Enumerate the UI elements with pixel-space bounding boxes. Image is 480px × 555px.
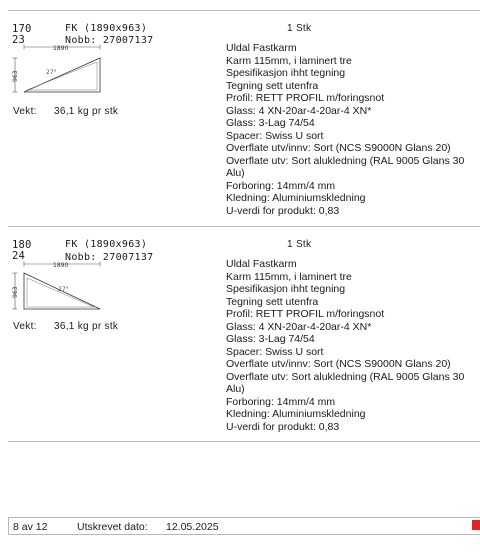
page-number: 8 av 12 [13, 521, 48, 533]
spec-line: Spacer: Swiss U sort [226, 345, 324, 358]
spec-line: Tegning sett utenfra [226, 295, 319, 308]
spec-line: Spesifikasjon ihht tegning [226, 67, 346, 79]
spec-line: Profil: RETT PROFIL m/foringsnot [226, 308, 385, 320]
position-sub-number: 23 [12, 34, 26, 46]
product-type: FK (1890x963) [65, 23, 148, 34]
weight-value: 36,1 kg pr stk [54, 321, 119, 332]
quantity: 1 Stk [287, 23, 312, 34]
spec-line: Overflate utv/innv: Sort (NCS S9000N Glans 20) [226, 358, 451, 370]
spec-line: U-verdi for produkt: 0,83 [226, 204, 340, 217]
nobb-number: Nobb: 27007137 [65, 35, 154, 46]
spec-line: Spacer: Swiss U sort [226, 129, 324, 142]
top-divider [8, 10, 480, 11]
spec-list [226, 42, 476, 217]
spec-line: Kledning: Aluminiumskledning [226, 408, 366, 420]
spec-line: Glass: 4 XN-20ar-4-20ar-4 XN* [226, 320, 372, 333]
weight-label: Vekt: [13, 106, 37, 117]
spec-line: Overflate utv/innv: Sort (NCS S9000N Glans 20) [226, 142, 451, 154]
spec-line: Spesifikasjon ihht tegning [226, 283, 346, 295]
position-number: 170 [12, 23, 32, 35]
spec-line: Overflate utv: Sort alukledning (RAL 9005 Glans 30 Alu) [226, 370, 465, 395]
product-type: FK (1890x963) [65, 239, 148, 250]
page-footer [8, 517, 480, 535]
nobb-number: Nobb: 27007137 [65, 252, 154, 263]
quantity: 1 Stk [287, 239, 312, 250]
spec-line: Karm 115mm, i laminert tre [226, 270, 352, 283]
printed-date: 12.05.2025 [166, 521, 219, 533]
brand-flag-mark [472, 520, 480, 530]
spec-line: Glass: 4 XN-20ar-4-20ar-4 XN* [226, 104, 372, 117]
spec-line: Overflate utv: Sort alukledning (RAL 9005 Glans 30 Alu) [226, 154, 465, 179]
spec-line: Uldal Fastkarm [226, 258, 297, 270]
spec-line: Forboring: 14mm/4 mm [226, 395, 336, 408]
angle-label: 27° [58, 286, 69, 293]
spec-line: Profil: RETT PROFIL m/foringsnot [226, 92, 385, 104]
spec-line: Glass: 3-Lag 74/54 [226, 117, 315, 129]
window-drawing [10, 261, 105, 316]
spec-line: Tegning sett utenfra [226, 79, 319, 92]
height-dimension-label: 963 [12, 70, 19, 82]
spec-line: Forboring: 14mm/4 mm [226, 179, 336, 192]
bottom-divider [8, 441, 480, 442]
spec-line: Glass: 3-Lag 74/54 [226, 333, 315, 345]
position-number: 180 [12, 239, 32, 251]
width-dimension-label: 1890 [53, 45, 69, 52]
printed-date-label: Utskrevet dato: [77, 521, 148, 533]
window-drawing [10, 44, 105, 100]
height-dimension-label: 963 [12, 286, 19, 298]
angle-label: 27° [46, 69, 57, 76]
item-divider [8, 226, 480, 227]
width-dimension-label: 1890 [53, 262, 69, 269]
weight-value: 36,1 kg pr stk [54, 106, 119, 117]
spec-line: U-verdi for produkt: 0,83 [226, 420, 340, 433]
position-sub-number: 24 [12, 250, 26, 262]
spec-line: Karm 115mm, i laminert tre [226, 54, 352, 67]
spec-line: Uldal Fastkarm [226, 42, 297, 54]
spec-line: Kledning: Aluminiumskledning [226, 192, 366, 204]
weight-label: Vekt: [13, 321, 37, 332]
spec-list [226, 258, 476, 433]
